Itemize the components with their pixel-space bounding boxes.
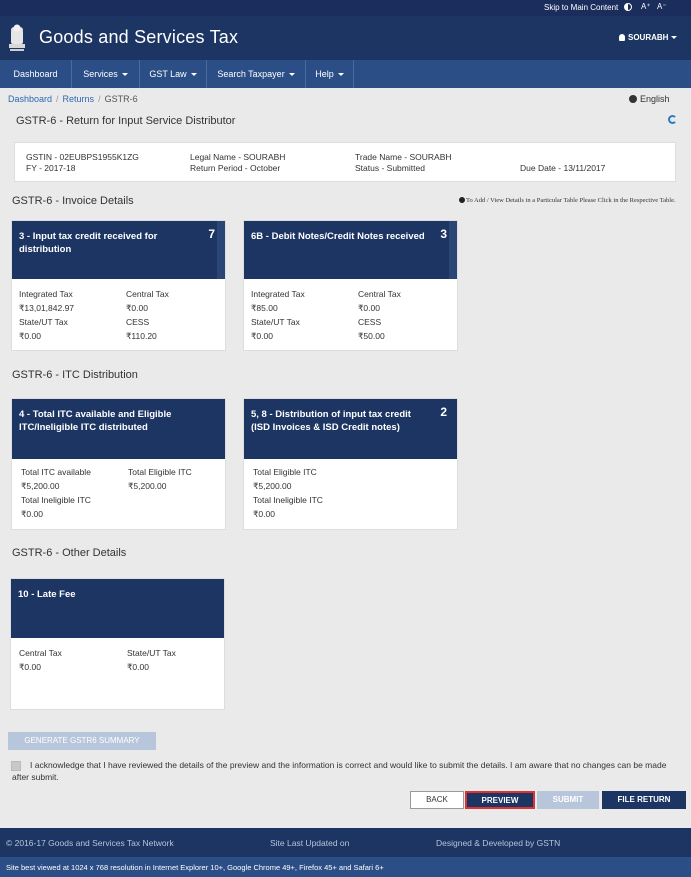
card-header	[12, 399, 225, 459]
record-count-badge: 3	[440, 227, 447, 241]
skip-to-main-link[interactable]: Skip to Main Content	[544, 3, 619, 12]
gstin-text: GSTIN - 02EUBPS1955K1ZG	[26, 152, 139, 162]
chevron-down-icon	[671, 36, 677, 39]
field-value: ₹0.00	[358, 303, 380, 313]
card-header	[244, 221, 457, 279]
field-value: ₹0.00	[127, 662, 149, 672]
card-table-3[interactable]	[11, 220, 226, 351]
status-text: Status - Submitted	[355, 163, 425, 173]
card-title: 10 - Late Fee	[18, 589, 76, 600]
field-label: Total ITC available	[21, 467, 91, 477]
record-count-badge: 7	[208, 227, 215, 241]
field-label: Integrated Tax	[251, 289, 305, 299]
field-label: CESS	[358, 317, 382, 327]
nav-label: Services	[83, 69, 118, 79]
field-value: ₹50.00	[358, 331, 385, 341]
globe-icon	[629, 95, 637, 103]
card-title: 4 - Total ITC available and Eligible ITC/Ineligible ITC distributed	[19, 409, 172, 433]
section-title-itc: GSTR-6 - ITC Distribution	[12, 369, 138, 381]
preview-button[interactable]: PREVIEW	[465, 791, 535, 809]
breadcrumb-separator: /	[56, 94, 59, 104]
last-updated-text: Site Last Updated on	[270, 838, 350, 848]
main-nav	[0, 60, 691, 88]
record-count-badge: 2	[440, 405, 447, 419]
nav-help[interactable]	[306, 60, 354, 88]
field-label: Total Eligible ITC	[128, 467, 192, 477]
browser-note-text: Site best viewed at 1024 x 768 resolution in Internet Explorer 10+, Google Chrome 49+, Firefox 45+ and Safari 6+	[6, 863, 384, 872]
card-title: 5, 8 - Distribution of input tax credit (ISD Invoices & ISD Credit notes)	[251, 409, 411, 433]
field-label: State/UT Tax	[19, 317, 68, 327]
field-value: ₹0.00	[21, 509, 43, 519]
breadcrumb	[8, 94, 138, 104]
breadcrumb-returns[interactable]: Returns	[62, 94, 95, 104]
chevron-down-icon	[338, 73, 344, 76]
field-value: ₹0.00	[19, 331, 41, 341]
field-value: ₹5,200.00	[21, 481, 60, 491]
acknowledgement-text: I acknowledge that I have reviewed the details of the preview and the information is correct and would like to submit the details. I am aware that no changes can be made after submit.	[12, 760, 667, 782]
card-header	[244, 399, 457, 459]
breadcrumb-current: GSTR-6	[104, 94, 138, 104]
copyright-text: © 2016-17 Goods and Services Tax Network	[6, 838, 174, 848]
field-value: ₹0.00	[19, 662, 41, 672]
field-label: State/UT Tax	[127, 648, 176, 658]
submit-button[interactable]: SUBMIT	[537, 791, 599, 809]
field-value: ₹13,01,842.97	[19, 303, 75, 313]
user-icon	[619, 34, 625, 41]
chevron-down-icon	[122, 73, 128, 76]
user-name: SOURABH	[628, 33, 669, 42]
field-label: Total Ineligible ITC	[21, 495, 91, 505]
file-return-button[interactable]: FILE RETURN	[602, 791, 686, 809]
nav-gst-law[interactable]	[140, 60, 207, 88]
nav-services[interactable]	[72, 60, 140, 88]
designed-by-text: Designed & Developed by GSTN	[436, 838, 561, 848]
fy-text: FY - 2017-18	[26, 163, 76, 173]
card-table-4[interactable]	[11, 398, 226, 530]
card-title: 3 - Input tax credit received for distribution	[19, 231, 158, 255]
card-header	[11, 579, 224, 638]
nav-label: Help	[315, 69, 334, 79]
card-table-10[interactable]	[10, 578, 225, 710]
section-title-invoice: GSTR-6 - Invoice Details	[12, 195, 134, 207]
language-label: English	[640, 94, 670, 104]
field-label: Integrated Tax	[19, 289, 73, 299]
chevron-down-icon	[191, 73, 197, 76]
help-hint	[459, 197, 676, 204]
field-label: Central Tax	[126, 289, 169, 299]
hint-text: To Add / View Details in a Particular Table Please Click in the Respective Table.	[466, 197, 676, 204]
card-table-5-8[interactable]	[243, 398, 458, 530]
field-value: ₹5,200.00	[128, 481, 167, 491]
card-side-strip	[449, 221, 457, 279]
card-header	[12, 221, 225, 279]
user-menu[interactable]	[619, 33, 677, 42]
nav-dashboard[interactable]	[0, 60, 72, 88]
refresh-icon[interactable]	[668, 115, 677, 124]
site-footer	[0, 828, 691, 857]
back-button[interactable]: BACK	[410, 791, 464, 809]
return-period-text: Return Period - October	[190, 163, 281, 173]
card-title: 6B - Debit Notes/Credit Notes received	[251, 231, 425, 242]
chevron-down-icon	[289, 73, 295, 76]
nav-label: GST Law	[149, 69, 187, 79]
field-label: Central Tax	[19, 648, 62, 658]
nav-label: Search Taxpayer	[217, 69, 285, 79]
card-table-6b[interactable]	[243, 220, 458, 351]
font-increase-button[interactable]: A⁺	[641, 2, 651, 11]
section-title-other: GSTR-6 - Other Details	[12, 547, 127, 559]
field-label: CESS	[126, 317, 150, 327]
field-label: Total Ineligible ITC	[253, 495, 323, 505]
nav-search-taxpayer[interactable]	[207, 60, 306, 88]
due-date-text: Due Date - 13/11/2017	[520, 163, 606, 173]
nav-label: Dashboard	[13, 69, 58, 79]
field-value: ₹0.00	[251, 331, 273, 341]
generate-summary-button[interactable]: GENERATE GSTR6 SUMMARY	[8, 732, 156, 750]
taxpayer-info-panel	[14, 142, 676, 182]
field-label: Total Eligible ITC	[253, 467, 317, 477]
trade-name-text: Trade Name - SOURABH	[355, 152, 452, 162]
field-value: ₹85.00	[251, 303, 278, 313]
app-title: Goods and Services Tax	[39, 27, 239, 47]
card-side-strip	[217, 221, 225, 279]
utility-bar	[0, 0, 691, 16]
field-label: Central Tax	[358, 289, 401, 299]
language-selector[interactable]	[629, 94, 670, 104]
info-icon	[459, 197, 465, 203]
field-value: ₹0.00	[126, 303, 148, 313]
field-label: State/UT Tax	[251, 317, 300, 327]
page-title: GSTR-6 - Return for Input Service Distributor	[16, 115, 236, 127]
field-value: ₹0.00	[253, 509, 275, 519]
contrast-icon[interactable]	[624, 3, 632, 11]
breadcrumb-dashboard[interactable]: Dashboard	[8, 94, 53, 104]
breadcrumb-separator: /	[98, 94, 101, 104]
site-header	[0, 16, 691, 60]
emblem-logo	[6, 22, 28, 54]
legal-name-text: Legal Name - SOURABH	[190, 152, 286, 162]
field-value: ₹5,200.00	[253, 481, 292, 491]
font-decrease-button[interactable]: A⁻	[657, 2, 667, 11]
browser-note-bar	[0, 857, 691, 877]
acknowledge-checkbox[interactable]	[11, 761, 21, 771]
field-value: ₹110.20	[126, 331, 157, 341]
